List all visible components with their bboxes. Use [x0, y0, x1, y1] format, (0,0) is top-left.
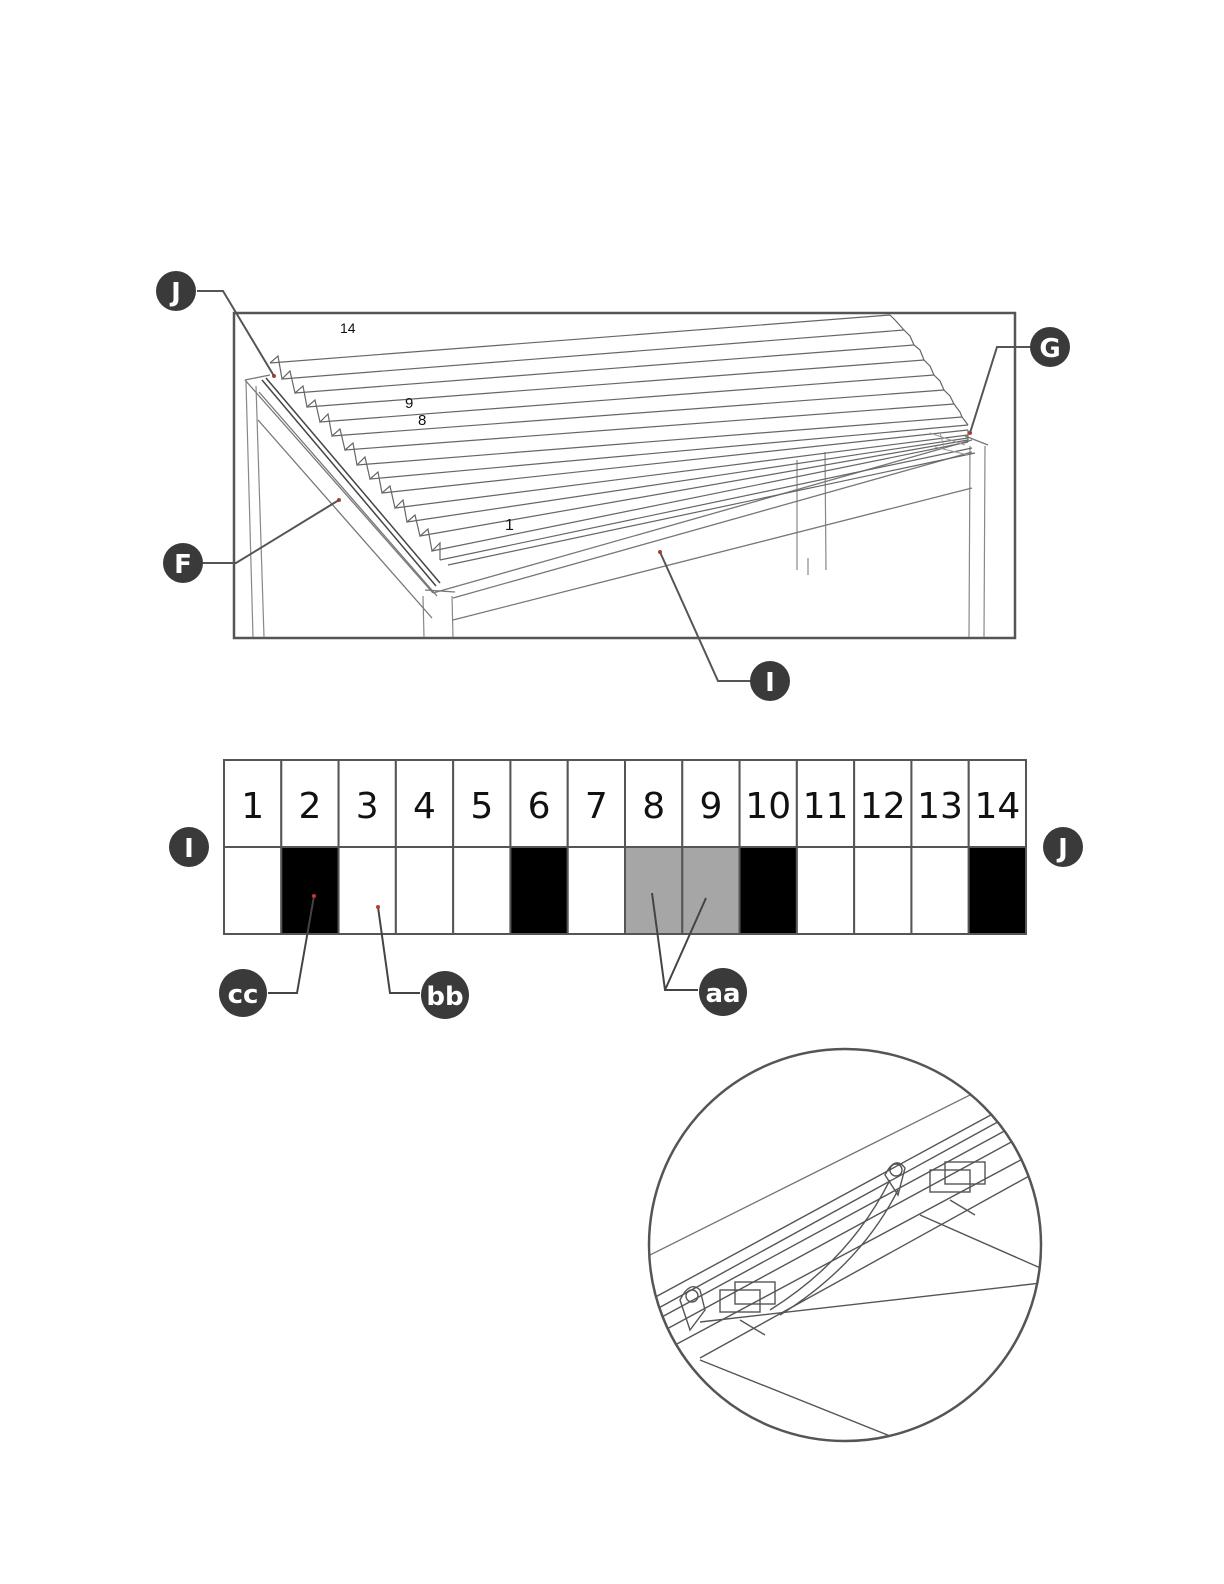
slat-label-14: 14 [340, 320, 356, 336]
callout-bb [421, 971, 469, 1019]
callout-f [163, 543, 203, 583]
slat-label-8: 8 [418, 412, 427, 429]
slat-number-label: 7 [584, 786, 608, 827]
callout-j-top [156, 271, 196, 311]
slat-number-label: 13 [917, 786, 963, 827]
slat-color-swatch-3 [339, 847, 396, 934]
slat-number-label: 10 [745, 786, 792, 827]
slat-number-label: 6 [527, 786, 551, 827]
slat-color-swatch-11 [797, 847, 854, 934]
callout-aa-label: aa [705, 979, 741, 1009]
slat-number-label: 9 [699, 786, 723, 827]
slat-color-swatch-6 [510, 847, 567, 934]
slat-number-label: 4 [413, 786, 436, 827]
callout-cc [219, 969, 267, 1017]
slat-color-swatch-1 [224, 847, 281, 934]
slat-label-9: 9 [405, 395, 414, 412]
callout-f-label: F [174, 550, 192, 580]
callout-j-top-label: J [171, 278, 181, 308]
slat-color-swatch-4 [396, 847, 453, 934]
table-end-label-j-text: J [1058, 834, 1068, 864]
table-end-label-j [1043, 827, 1083, 867]
slat-number-label: 11 [802, 786, 849, 827]
slat-number-label: 2 [298, 786, 322, 827]
table-end-label-i [169, 827, 209, 867]
slat-color-swatch-14 [969, 847, 1026, 934]
table-end-label-i-text: I [184, 834, 194, 864]
callout-g-label: G [1039, 334, 1061, 364]
slat-number-label: 8 [642, 786, 666, 827]
slat-number-label: 3 [355, 786, 379, 827]
slat-color-swatch-5 [453, 847, 510, 934]
slat-color-table [224, 760, 1026, 934]
roof-perspective-view [234, 313, 1015, 638]
slat-color-swatch-8 [625, 847, 682, 934]
top-leader-lines [197, 291, 1031, 681]
slat-label-1: 1 [505, 517, 514, 534]
slat-number-label: 1 [241, 786, 265, 827]
frame-beams [245, 375, 988, 620]
slat-color-swatch-7 [568, 847, 625, 934]
slat-color-swatch-12 [854, 847, 911, 934]
callout-i-top [750, 661, 790, 701]
callout-i-top-label: I [765, 668, 775, 698]
callout-aa [699, 968, 747, 1016]
callout-bb-label: bb [426, 982, 464, 1012]
slat-number-label: 5 [470, 786, 494, 827]
callout-cc-label: cc [227, 980, 259, 1010]
slat-color-swatch-13 [911, 847, 968, 934]
posts [246, 382, 985, 637]
callout-g [1030, 327, 1070, 367]
slat-color-swatch-9 [682, 847, 739, 934]
slat-number-label: 12 [859, 786, 906, 827]
slat-color-swatch-10 [740, 847, 797, 934]
slat-number-label: 14 [974, 786, 1021, 827]
detail-magnified-view [620, 1049, 1060, 1441]
